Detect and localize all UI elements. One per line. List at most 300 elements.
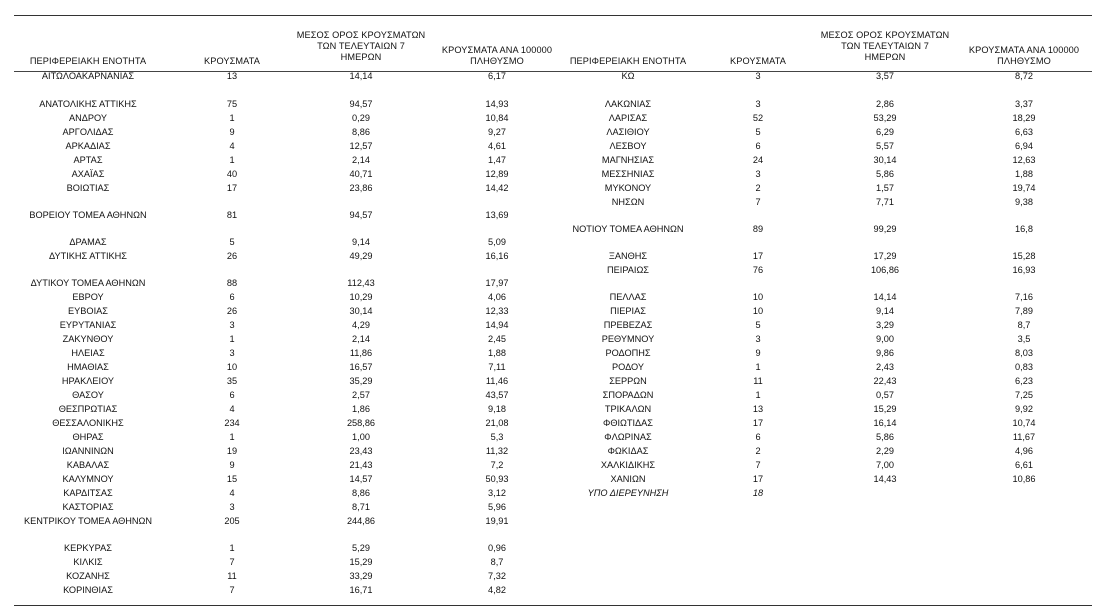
table-row bbox=[14, 210, 574, 221]
cell-per: 10,84 bbox=[485, 113, 509, 123]
header-cases: ΚΡΟΥΣΜΑΤΑ bbox=[204, 56, 260, 66]
cell-per: 6,61 bbox=[1015, 460, 1033, 470]
cell-region: ΣΠΟΡΑΔΩΝ bbox=[602, 390, 654, 400]
cell-cases: 18 bbox=[752, 488, 764, 498]
cell-per: 18,29 bbox=[1012, 113, 1036, 123]
table-row bbox=[14, 446, 574, 457]
cell-cases: 2 bbox=[755, 183, 761, 193]
table-row bbox=[560, 155, 1090, 166]
cell-cases: 234 bbox=[224, 418, 240, 428]
table-row bbox=[14, 251, 574, 262]
cell-per: 6,17 bbox=[488, 71, 506, 81]
table-row bbox=[14, 585, 574, 596]
header-avg7-line3: ΗΜΕΡΩΝ bbox=[340, 52, 382, 62]
cell-avg: 1,86 bbox=[352, 404, 370, 414]
cell-cases: 35 bbox=[226, 376, 238, 386]
cell-per: 12,33 bbox=[485, 306, 509, 316]
header-avg7 bbox=[810, 30, 960, 63]
table-row bbox=[560, 141, 1090, 152]
table-row bbox=[14, 334, 574, 345]
cell-region: ΛΑΡΙΣΑΣ bbox=[608, 113, 648, 123]
header-per100k-line1: ΚΡΟΥΣΜΑΤΑ ΑΝΑ 100000 bbox=[441, 45, 553, 55]
cell-cases: 5 bbox=[755, 127, 761, 137]
cell-cases: 3 bbox=[229, 502, 235, 512]
cell-region: ΚΑΡΔΙΤΣΑΣ bbox=[63, 488, 113, 498]
cell-avg: 53,29 bbox=[873, 113, 897, 123]
cell-avg: 11,86 bbox=[349, 348, 373, 358]
cell-avg: 9,86 bbox=[876, 348, 894, 358]
header-per100k-line2: ΠΛΗΘΥΣΜΟ bbox=[470, 56, 524, 66]
cell-cases: 75 bbox=[226, 99, 238, 109]
cell-region: ΜΥΚΟΝΟΥ bbox=[604, 183, 652, 193]
cell-region: ΒΟΙΩΤΙΑΣ bbox=[66, 183, 110, 193]
cell-cases: 1 bbox=[755, 362, 761, 372]
cell-per: 16,16 bbox=[485, 251, 509, 261]
cell-cases: 5 bbox=[229, 237, 235, 247]
table-row bbox=[14, 557, 574, 568]
cell-region: ΑΧΑΪΑΣ bbox=[71, 169, 105, 179]
cell-avg: 0,57 bbox=[876, 390, 894, 400]
cell-avg: 22,43 bbox=[873, 376, 897, 386]
table-row bbox=[14, 488, 574, 499]
cell-cases: 3 bbox=[755, 71, 761, 81]
header-avg7-line1: ΜΕΣΟΣ ΟΡΟΣ ΚΡΟΥΣΜΑΤΩΝ bbox=[820, 30, 950, 40]
cell-cases: 4 bbox=[229, 488, 235, 498]
table-row bbox=[14, 278, 574, 289]
cell-per: 7,16 bbox=[1015, 292, 1033, 302]
cell-avg: 10,29 bbox=[349, 292, 373, 302]
cell-avg: 14,14 bbox=[349, 71, 373, 81]
cell-cases: 17 bbox=[226, 183, 238, 193]
cell-cases: 3 bbox=[229, 348, 235, 358]
cell-per: 7,2 bbox=[490, 460, 504, 470]
cell-region: ΚΕΡΚΥΡΑΣ bbox=[64, 543, 112, 553]
table-row bbox=[560, 292, 1090, 303]
header-per100k-line2: ΠΛΗΘΥΣΜΟ bbox=[997, 56, 1051, 66]
cell-per: 4,06 bbox=[488, 292, 506, 302]
table-row bbox=[14, 306, 574, 317]
cell-region: ΚΑΒΑΛΑΣ bbox=[66, 460, 110, 470]
table-row bbox=[560, 390, 1090, 401]
table-row bbox=[14, 460, 574, 471]
cell-cases: 89 bbox=[752, 224, 764, 234]
cell-region: ΠΕΛΛΑΣ bbox=[609, 292, 647, 302]
cell-per: 16,8 bbox=[1015, 224, 1033, 234]
cell-cases: 10 bbox=[752, 292, 764, 302]
cell-avg: 4,29 bbox=[352, 320, 370, 330]
header-per100k bbox=[428, 45, 566, 67]
cell-region: ΝΗΣΩΝ bbox=[611, 197, 645, 207]
cell-region: ΠΕΙΡΑΙΩΣ bbox=[607, 265, 649, 275]
table-row bbox=[560, 127, 1090, 138]
cell-region: ΘΕΣΠΡΩΤΙΑΣ bbox=[58, 404, 118, 414]
cell-per: 4,61 bbox=[488, 141, 506, 151]
cell-region: ΚΟΖΑΝΗΣ bbox=[66, 571, 110, 581]
cell-region: ΡΟΔΟΥ bbox=[611, 362, 644, 372]
cell-region: ΘΕΣΣΑΛΟΝΙΚΗΣ bbox=[52, 418, 124, 428]
cell-cases: 88 bbox=[226, 278, 238, 288]
cell-region: ΚΩ bbox=[621, 71, 635, 81]
cell-per: 7,25 bbox=[1015, 390, 1033, 400]
table-row bbox=[560, 251, 1090, 262]
cell-avg: 49,29 bbox=[349, 251, 373, 261]
cell-cases: 2 bbox=[755, 446, 761, 456]
cell-region: ΙΩΑΝΝΙΝΩΝ bbox=[62, 446, 114, 456]
cell-avg: 2,43 bbox=[876, 362, 894, 372]
cell-cases: 3 bbox=[755, 334, 761, 344]
cell-avg: 106,86 bbox=[870, 265, 900, 275]
cell-region: ΗΜΑΘΙΑΣ bbox=[67, 362, 109, 372]
cell-avg: 14,43 bbox=[873, 474, 897, 484]
cell-cases: 6 bbox=[755, 141, 761, 151]
cell-cases: 1 bbox=[755, 390, 761, 400]
cell-avg: 112,43 bbox=[347, 278, 375, 288]
cell-avg: 2,14 bbox=[352, 334, 370, 344]
cell-region: ΔΥΤΙΚΟΥ ΤΟΜΕΑ ΑΘΗΝΩΝ bbox=[30, 278, 146, 288]
cell-cases: 13 bbox=[226, 71, 238, 81]
cell-per: 14,94 bbox=[485, 320, 509, 330]
table-row bbox=[560, 348, 1090, 359]
table-row bbox=[14, 362, 574, 373]
cell-avg: 21,43 bbox=[349, 460, 373, 470]
cell-cases: 10 bbox=[752, 306, 764, 316]
cell-avg: 1,57 bbox=[876, 183, 894, 193]
cell-region: ΔΥΤΙΚΗΣ ΑΤΤΙΚΗΣ bbox=[49, 251, 127, 261]
cell-per: 6,23 bbox=[1015, 376, 1033, 386]
cell-cases: 6 bbox=[755, 432, 761, 442]
cell-region: ΔΡΑΜΑΣ bbox=[69, 237, 107, 247]
cell-avg: 40,71 bbox=[349, 169, 373, 179]
header-cases: ΚΡΟΥΣΜΑΤΑ bbox=[730, 56, 786, 66]
cell-cases: 5 bbox=[755, 320, 761, 330]
bottom-rule bbox=[14, 605, 1092, 606]
cell-cases: 76 bbox=[752, 265, 764, 275]
cell-per: 3,37 bbox=[1015, 99, 1033, 109]
cell-avg: 5,57 bbox=[876, 141, 894, 151]
cell-region: ΑΡΚΑΔΙΑΣ bbox=[65, 141, 111, 151]
cell-per: 1,88 bbox=[1015, 169, 1033, 179]
cell-region: ΑΙΤΩΛΟΑΚΑΡΝΑΝΙΑΣ bbox=[41, 71, 135, 81]
cell-avg: 3,57 bbox=[876, 71, 894, 81]
cell-per: 9,18 bbox=[488, 404, 506, 414]
cell-cases: 7 bbox=[229, 585, 235, 595]
cell-per: 8,7 bbox=[1017, 320, 1031, 330]
cell-region: ΧΑΝΙΩΝ bbox=[610, 474, 646, 484]
cell-cases: 26 bbox=[226, 306, 238, 316]
cell-per: 11,67 bbox=[1012, 432, 1036, 442]
cell-cases: 40 bbox=[226, 169, 238, 179]
table-row bbox=[560, 474, 1090, 485]
cell-cases: 81 bbox=[226, 210, 238, 220]
cell-cases: 9 bbox=[229, 127, 235, 137]
table-row bbox=[560, 197, 1090, 208]
cell-region: ΛΑΣΙΘΙΟΥ bbox=[606, 127, 650, 137]
table-row bbox=[560, 460, 1090, 471]
cell-avg: 12,57 bbox=[349, 141, 373, 151]
cell-per: 10,74 bbox=[1012, 418, 1036, 428]
table-row bbox=[14, 141, 574, 152]
cell-per: 5,3 bbox=[490, 432, 504, 442]
cell-per: 15,28 bbox=[1012, 251, 1036, 261]
cell-region: ΠΙΕΡΙΑΣ bbox=[610, 306, 646, 316]
cell-per: 4,96 bbox=[1015, 446, 1033, 456]
header-avg7-line1: ΜΕΣΟΣ ΟΡΟΣ ΚΡΟΥΣΜΑΤΩΝ bbox=[296, 30, 426, 40]
cell-cases: 4 bbox=[229, 404, 235, 414]
table-row bbox=[14, 432, 574, 443]
cell-avg: 8,86 bbox=[352, 488, 370, 498]
table-row bbox=[14, 169, 574, 180]
cell-region: ΚΕΝΤΡΙΚΟΥ ΤΟΜΕΑ ΑΘΗΝΩΝ bbox=[23, 516, 153, 526]
cell-region: ΛΕΣΒΟΥ bbox=[609, 141, 647, 151]
header-avg7-line2: ΤΩΝ ΤΕΛΕΥΤΑΙΩΝ 7 bbox=[841, 41, 929, 51]
cell-region: ΦΛΩΡΙΝΑΣ bbox=[604, 432, 652, 442]
cell-per: 21,08 bbox=[485, 418, 509, 428]
cell-avg: 2,14 bbox=[352, 155, 370, 165]
cell-cases: 1 bbox=[229, 334, 235, 344]
cell-per: 14,42 bbox=[485, 183, 509, 193]
cell-cases: 15 bbox=[226, 474, 238, 484]
cell-per: 1,88 bbox=[488, 348, 506, 358]
header-per100k-line1: ΚΡΟΥΣΜΑΤΑ ΑΝΑ 100000 bbox=[968, 45, 1080, 55]
cell-cases: 1 bbox=[229, 543, 235, 553]
cell-per: 1,47 bbox=[488, 155, 506, 165]
cell-avg: 6,29 bbox=[876, 127, 894, 137]
cell-cases: 205 bbox=[224, 516, 240, 526]
cell-avg: 15,29 bbox=[873, 404, 897, 414]
cell-avg: 7,00 bbox=[876, 460, 894, 470]
cell-cases: 6 bbox=[229, 390, 235, 400]
cell-avg: 8,86 bbox=[352, 127, 370, 137]
cell-cases: 4 bbox=[229, 141, 235, 151]
cell-region: ΣΕΡΡΩΝ bbox=[609, 376, 647, 386]
cell-per: 9,92 bbox=[1015, 404, 1033, 414]
cell-cases: 1 bbox=[229, 113, 235, 123]
cell-avg: 30,14 bbox=[873, 155, 897, 165]
cell-region: ΡΟΔΟΠΗΣ bbox=[605, 348, 651, 358]
cell-per: 0,96 bbox=[488, 543, 506, 553]
header-avg7-line2: ΤΩΝ ΤΕΛΕΥΤΑΙΩΝ 7 bbox=[317, 41, 405, 51]
cell-avg: 3,29 bbox=[876, 320, 894, 330]
cell-cases: 3 bbox=[755, 169, 761, 179]
table-row bbox=[560, 99, 1090, 110]
cell-per: 7,11 bbox=[488, 362, 506, 372]
table-row bbox=[560, 306, 1090, 317]
cell-region: ΝΟΤΙΟΥ ΤΟΜΕΑ ΑΘΗΝΩΝ bbox=[572, 224, 684, 234]
cell-cases: 1 bbox=[229, 432, 235, 442]
cell-avg: 23,86 bbox=[349, 183, 373, 193]
cell-per: 19,74 bbox=[1012, 183, 1036, 193]
cell-per: 6,63 bbox=[1015, 127, 1033, 137]
cell-cases: 26 bbox=[226, 251, 238, 261]
table-row bbox=[14, 113, 574, 124]
cell-region: ΘΗΡΑΣ bbox=[72, 432, 104, 442]
cell-cases: 17 bbox=[752, 251, 764, 261]
cell-cases: 13 bbox=[752, 404, 764, 414]
cell-avg: 99,29 bbox=[873, 224, 897, 234]
table-row bbox=[14, 155, 574, 166]
cell-per: 4,82 bbox=[488, 585, 506, 595]
cell-region: ΜΑΓΝΗΣΙΑΣ bbox=[601, 155, 655, 165]
cell-avg: 244,86 bbox=[346, 516, 376, 526]
cell-avg: 14,14 bbox=[873, 292, 897, 302]
cell-per: 17,97 bbox=[485, 278, 509, 288]
table-row bbox=[14, 71, 574, 82]
cell-per: 5,09 bbox=[488, 237, 506, 247]
cell-region: ΤΡΙΚΑΛΩΝ bbox=[604, 404, 652, 414]
table-row bbox=[14, 237, 574, 248]
cell-avg: 5,29 bbox=[352, 543, 370, 553]
cell-region: ΑΡΓΟΛΙΔΑΣ bbox=[62, 127, 114, 137]
cell-avg: 35,29 bbox=[349, 376, 373, 386]
cell-per: 13,69 bbox=[485, 210, 509, 220]
cell-avg: 94,57 bbox=[349, 99, 373, 109]
cell-per: 3,5 bbox=[1017, 334, 1031, 344]
cell-cases: 3 bbox=[229, 320, 235, 330]
cell-cases: 9 bbox=[229, 460, 235, 470]
cell-avg: 5,86 bbox=[876, 169, 894, 179]
header-region: ΠΕΡΙΦΕΡΕΙΑΚΗ ΕΝΟΤΗΤΑ bbox=[569, 56, 687, 66]
table-row bbox=[560, 446, 1090, 457]
cell-cases: 1 bbox=[229, 155, 235, 165]
cell-cases: 6 bbox=[229, 292, 235, 302]
table-row bbox=[560, 362, 1090, 373]
table-row bbox=[560, 224, 1090, 235]
cell-avg: 9,14 bbox=[352, 237, 370, 247]
table-row bbox=[14, 292, 574, 303]
cell-per: 11,32 bbox=[485, 446, 509, 456]
cell-per: 6,94 bbox=[1015, 141, 1033, 151]
cell-cases: 3 bbox=[755, 99, 761, 109]
cell-cases: 17 bbox=[752, 474, 764, 484]
cell-per: 8,03 bbox=[1015, 348, 1033, 358]
cell-per: 11,46 bbox=[485, 376, 509, 386]
table-row bbox=[14, 543, 574, 554]
cell-region: ΑΝΔΡΟΥ bbox=[68, 113, 107, 123]
cell-region: ΕΥΒΟΙΑΣ bbox=[68, 306, 108, 316]
table-row bbox=[14, 127, 574, 138]
cell-avg: 17,29 bbox=[873, 251, 897, 261]
top-rule bbox=[14, 15, 1092, 16]
cell-avg: 2,57 bbox=[352, 390, 370, 400]
cell-cases: 17 bbox=[752, 418, 764, 428]
cell-avg: 7,71 bbox=[876, 197, 894, 207]
table-row bbox=[560, 488, 1090, 499]
cell-avg: 8,71 bbox=[352, 502, 370, 512]
table-row bbox=[14, 404, 574, 415]
cell-per: 3,12 bbox=[488, 488, 506, 498]
table-row bbox=[14, 183, 574, 194]
cell-avg: 15,29 bbox=[349, 557, 373, 567]
cell-region: ΖΑΚΥΝΘΟΥ bbox=[62, 334, 114, 344]
cell-region: ΑΡΤΑΣ bbox=[73, 155, 103, 165]
table-row bbox=[560, 113, 1090, 124]
cell-cases: 10 bbox=[226, 362, 238, 372]
cell-avg: 94,57 bbox=[349, 210, 373, 220]
cell-region: ΘΑΣΟΥ bbox=[72, 390, 104, 400]
cell-region: ΚΑΛΥΜΝΟΥ bbox=[62, 474, 114, 484]
cell-per: 43,57 bbox=[485, 390, 509, 400]
table-row bbox=[14, 516, 574, 527]
cell-per: 0,83 bbox=[1015, 362, 1033, 372]
cell-per: 9,27 bbox=[488, 127, 506, 137]
cell-region: ΕΒΡΟΥ bbox=[72, 292, 104, 302]
header-avg7-line3: ΗΜΕΡΩΝ bbox=[864, 52, 906, 62]
table-row bbox=[560, 320, 1090, 331]
cell-per: 9,38 bbox=[1015, 197, 1033, 207]
cell-region: ΑΝΑΤΟΛΙΚΗΣ ΑΤΤΙΚΗΣ bbox=[39, 99, 137, 109]
cell-region: ΜΕΣΣΗΝΙΑΣ bbox=[601, 169, 655, 179]
cell-cases: 19 bbox=[226, 446, 238, 456]
cell-per: 7,89 bbox=[1015, 306, 1033, 316]
cell-per: 8,72 bbox=[1015, 71, 1033, 81]
cell-region: ΕΥΡΥΤΑΝΙΑΣ bbox=[59, 320, 117, 330]
table-row bbox=[560, 183, 1090, 194]
cell-per: 2,45 bbox=[488, 334, 506, 344]
cell-avg: 16,71 bbox=[349, 585, 373, 595]
cell-cases: 9 bbox=[755, 348, 761, 358]
cell-region: ΗΛΕΙΑΣ bbox=[71, 348, 105, 358]
cell-cases: 11 bbox=[227, 571, 237, 581]
cell-avg: 14,57 bbox=[349, 474, 373, 484]
cell-cases: 24 bbox=[752, 155, 764, 165]
cell-per: 16,93 bbox=[1012, 265, 1036, 275]
cell-cases: 7 bbox=[229, 557, 235, 567]
table-row bbox=[560, 265, 1090, 276]
cell-region: ΦΘΙΩΤΙΔΑΣ bbox=[602, 418, 653, 428]
cell-avg: 2,86 bbox=[876, 99, 894, 109]
cell-avg: 2,29 bbox=[876, 446, 894, 456]
cell-avg: 30,14 bbox=[349, 306, 373, 316]
cell-per: 12,89 bbox=[485, 169, 509, 179]
cell-avg: 33,29 bbox=[349, 571, 373, 581]
cell-avg: 0,29 bbox=[352, 113, 370, 123]
cell-per: 19,91 bbox=[485, 516, 509, 526]
cell-per: 14,93 bbox=[485, 99, 509, 109]
cell-per: 12,63 bbox=[1012, 155, 1036, 165]
cell-region: ΡΕΘΥΜΝΟΥ bbox=[601, 334, 655, 344]
header-per100k bbox=[956, 45, 1092, 67]
table-row bbox=[14, 99, 574, 110]
cell-region: ΛΑΚΩΝΙΑΣ bbox=[604, 99, 652, 109]
cell-avg: 16,57 bbox=[349, 362, 373, 372]
cell-cases: 7 bbox=[755, 197, 761, 207]
cell-per: 7,32 bbox=[488, 571, 506, 581]
cell-cases: 11 bbox=[753, 376, 763, 386]
table-row bbox=[14, 418, 574, 429]
cell-region: ΥΠΟ ΔΙΕΡΕΥΝΗΣΗ bbox=[587, 488, 669, 498]
table-row bbox=[14, 390, 574, 401]
table-row bbox=[560, 334, 1090, 345]
cell-avg: 9,14 bbox=[876, 306, 894, 316]
cell-region: ΞΑΝΘΗΣ bbox=[608, 251, 648, 261]
cell-region: ΚΙΛΚΙΣ bbox=[73, 557, 103, 567]
table-row bbox=[560, 169, 1090, 180]
cell-cases: 52 bbox=[752, 113, 764, 123]
table-row bbox=[560, 418, 1090, 429]
cell-region: ΧΑΛΚΙΔΙΚΗΣ bbox=[600, 460, 656, 470]
cell-per: 8,7 bbox=[490, 557, 504, 567]
cell-region: ΚΑΣΤΟΡΙΑΣ bbox=[62, 502, 114, 512]
cell-avg: 16,14 bbox=[873, 418, 897, 428]
header-region: ΠΕΡΙΦΕΡΕΙΑΚΗ ΕΝΟΤΗΤΑ bbox=[29, 56, 147, 66]
cell-avg: 258,86 bbox=[346, 418, 376, 428]
cell-avg: 23,43 bbox=[349, 446, 373, 456]
table-row bbox=[14, 376, 574, 387]
table-row bbox=[560, 432, 1090, 443]
cell-region: ΗΡΑΚΛΕΙΟΥ bbox=[61, 376, 115, 386]
cell-region: ΒΟΡΕΙΟΥ ΤΟΜΕΑ ΑΘΗΝΩΝ bbox=[29, 210, 147, 220]
cell-region: ΚΟΡΙΝΘΙΑΣ bbox=[63, 585, 113, 595]
